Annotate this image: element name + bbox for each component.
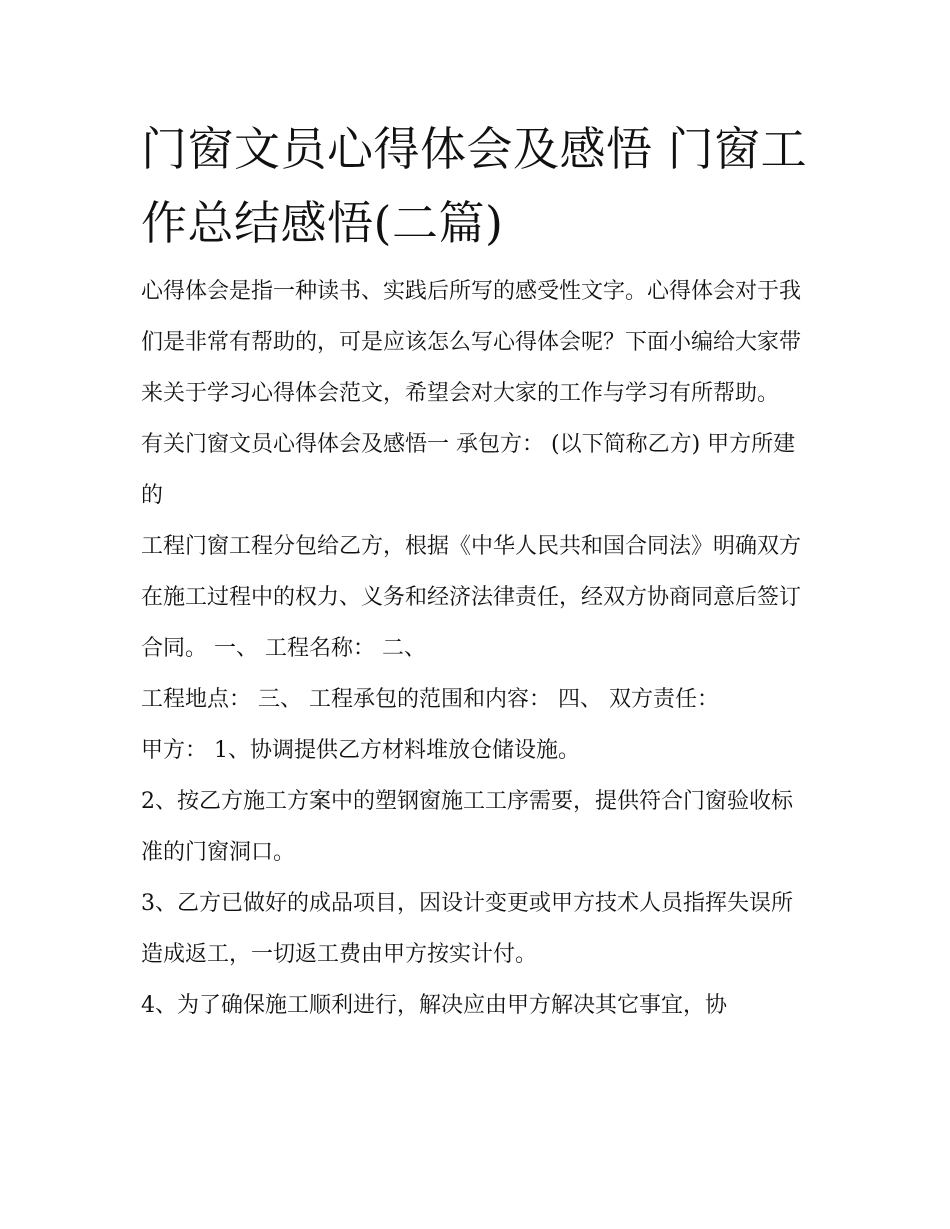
paragraph-contractor: 有关门窗文员心得体会及感悟一 承包方： (以下简称乙方) 甲方所建的 [141, 432, 796, 508]
paragraph-project-location: 工程地点： 三、 工程承包的范围和内容： 四、 双方责任： [141, 687, 719, 712]
document-title: 门窗文员心得体会及感悟 门窗工作总结感悟(二篇) [141, 122, 808, 250]
paragraph-party-a-duty-2: 2、按乙方施工方案中的塑钢窗施工工序需要，提供符合门窗验收标准的门窗洞口。 [141, 789, 793, 865]
paragraph-party-a-duty-3: 3、乙方已做好的成品项目，因设计变更或甲方技术人员指挥失误所造成返工，一切返工费由甲方按实计付。 [141, 891, 793, 967]
paragraph-intro: 心得体会是指一种读书、实践后所写的感受性文字。心得体会对于我们是非常有帮助的，可是应该怎么写心得体会呢？下面小编给大家带来关于学习心得体会范文，希望会对大家的工作与学习有所帮助。 [141, 279, 802, 406]
paragraph-party-a-duty-4: 4、为了确保施工顺利进行，解决应由甲方解决其它事宜，协 [141, 993, 727, 1018]
paragraph-contract-basis: 工程门窗工程分包给乙方，根据《中华人民共和国合同法》明确双方在施工过程中的权力、义务和经济法律责任，经双方协商同意后签订合同。 一、 工程名称： 二、 [141, 534, 802, 661]
document-body [141, 112, 811, 1031]
paragraph-party-a-duty-1: 甲方： 1、协调提供乙方材料堆放仓储设施。 [141, 738, 580, 763]
